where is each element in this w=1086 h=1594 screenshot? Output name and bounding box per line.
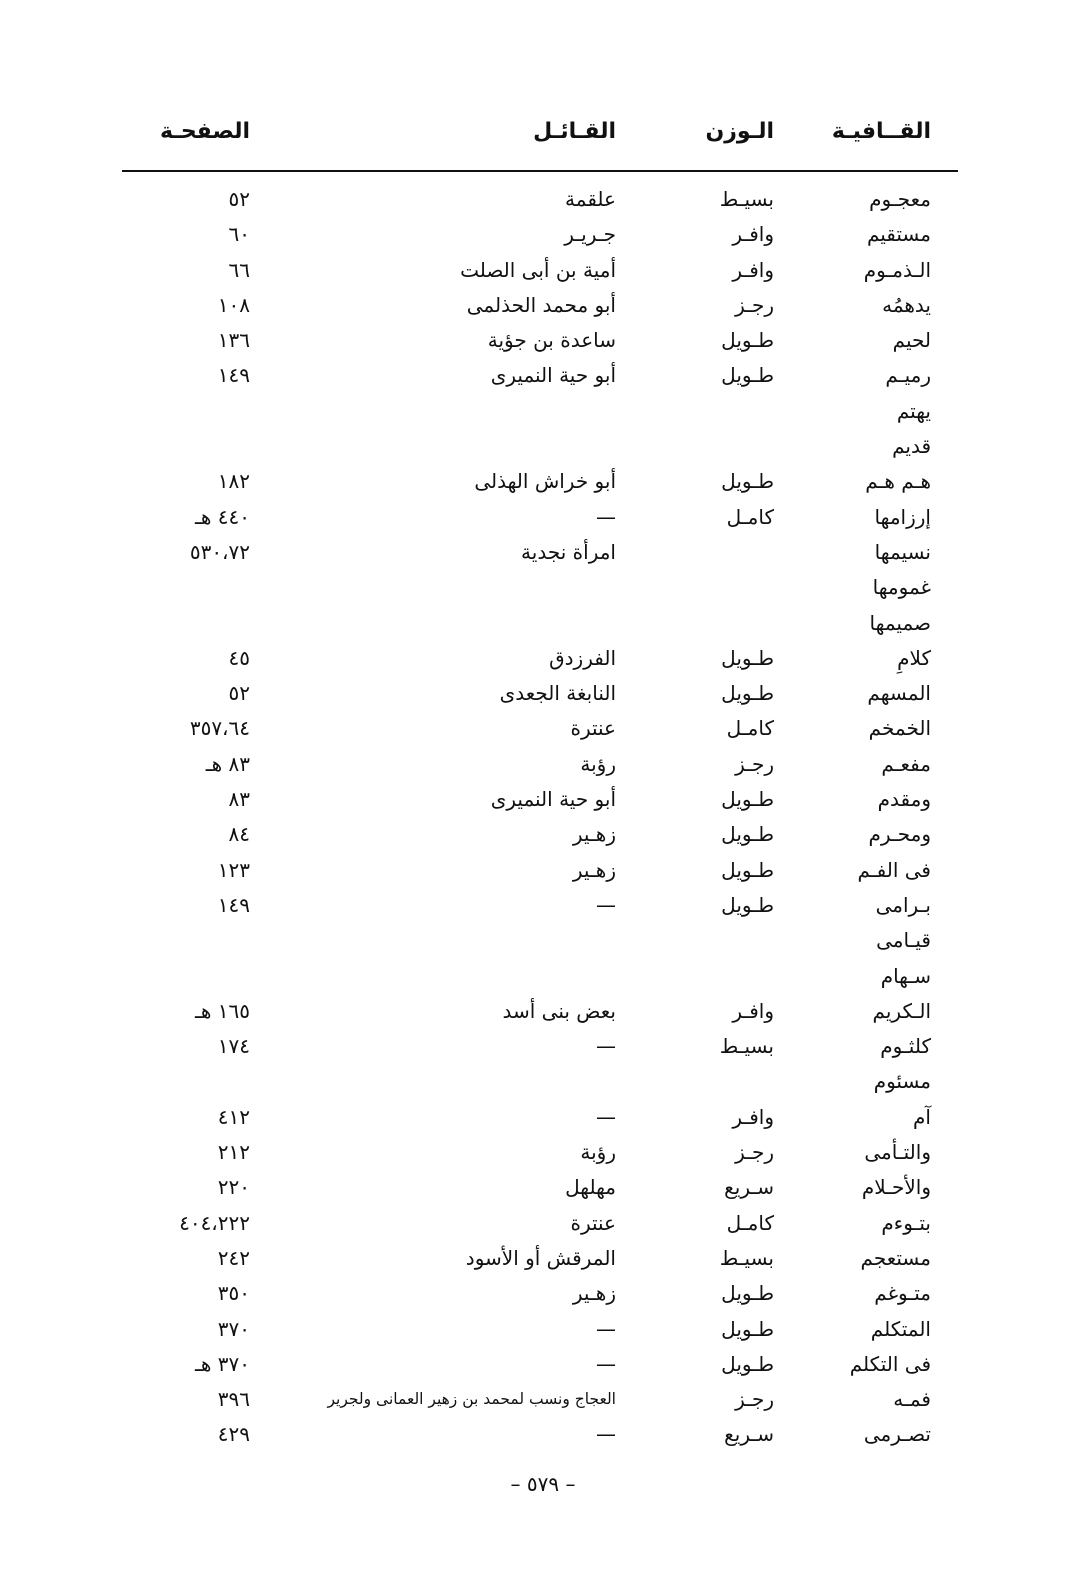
- cell-safha: ٣٥٠: [217, 1281, 250, 1306]
- cell-safha: ٢١٢: [217, 1140, 250, 1165]
- page-number: – ٥٧٩ –: [510, 1472, 576, 1496]
- cell-safha: ١٤٩: [217, 892, 250, 917]
- cell-wazn: رجـز: [735, 1387, 774, 1412]
- table-row: [0, 288, 1086, 323]
- table-row: [0, 358, 1086, 393]
- cell-wazn: طـويل: [721, 363, 774, 388]
- cell-qafia: صميمها: [869, 610, 931, 635]
- cell-qail: ساعدة بن جؤية: [487, 328, 616, 353]
- table-row: [0, 923, 1086, 958]
- cell-wazn: رجـز: [735, 751, 774, 776]
- cell-safha: ٨٣: [228, 787, 250, 812]
- table-row: [0, 464, 1086, 499]
- cell-wazn: كامـل: [726, 504, 774, 529]
- cell-qafia: والأحـلام: [861, 1175, 931, 1200]
- header-wazn: الـوزن: [705, 119, 774, 144]
- cell-safha: ٥٢: [228, 187, 250, 211]
- cell-safha: ٣٥٧،٦٤: [189, 716, 250, 741]
- table-row: [0, 1170, 1086, 1205]
- table-row: [0, 500, 1086, 535]
- cell-qafia: فمـه: [893, 1387, 931, 1412]
- cell-safha: ١٦٥ هـ: [195, 998, 250, 1023]
- cell-qafia: هـم هـم: [865, 469, 931, 494]
- cell-safha: ٣٧٠: [217, 1316, 250, 1341]
- cell-qafia: مستقيم: [866, 222, 931, 247]
- cell-qafia: لحيم: [892, 328, 931, 353]
- cell-wazn: طـويل: [721, 645, 774, 670]
- table-row: [0, 1029, 1086, 1064]
- cell-qafia: مسئوم: [873, 1069, 931, 1094]
- cell-qail: جـريـر: [564, 222, 616, 247]
- cell-wazn: وافـر: [732, 222, 774, 247]
- table-row: [0, 1417, 1086, 1452]
- cell-safha: ٤٠٤،٢٢٢: [179, 1210, 250, 1235]
- header-qafia: القــافيـة: [831, 119, 931, 144]
- cell-qafia: يهتم: [896, 398, 931, 423]
- cell-wazn: بسيـط: [719, 1034, 774, 1059]
- cell-wazn: طـويل: [721, 822, 774, 847]
- cell-qail: علقمة: [565, 187, 616, 211]
- table-row: [0, 1241, 1086, 1276]
- cell-qafia: قديم: [892, 434, 931, 459]
- cell-qafia: نسيمها: [874, 539, 931, 564]
- cell-safha: ١٤٩: [217, 363, 250, 388]
- table-row: [0, 606, 1086, 641]
- table-row: [0, 711, 1086, 746]
- table-row: [0, 888, 1086, 923]
- cell-qafia: المتكلم: [870, 1316, 931, 1341]
- cell-wazn: سـريع: [724, 1422, 774, 1447]
- table-row: [0, 253, 1086, 288]
- cell-safha: ٢٢٠: [217, 1175, 250, 1200]
- header-safha: الصفحـة: [159, 119, 250, 144]
- cell-qail: بعض بنى أسد: [502, 998, 616, 1023]
- cell-qafia: متـوغم: [874, 1281, 931, 1306]
- cell-safha: ١٣٦: [217, 328, 250, 353]
- cell-safha: ٦٦: [228, 257, 250, 282]
- cell-wazn: وافـر: [732, 257, 774, 282]
- cell-qail: —: [596, 1104, 616, 1129]
- cell-qail: أمية بن أبى الصلت: [460, 257, 616, 282]
- cell-wazn: رجـز: [735, 292, 774, 317]
- cell-wazn: وافـر: [732, 1104, 774, 1129]
- cell-qail: —: [596, 1422, 616, 1447]
- cell-qail: عنترة: [570, 716, 616, 741]
- cell-safha: ١٧٤: [217, 1034, 250, 1059]
- cell-wazn: طـويل: [721, 1351, 774, 1376]
- cell-safha: ٨٤: [228, 822, 250, 847]
- cell-qail: —: [596, 1316, 616, 1341]
- cell-safha: ٣٩٦: [217, 1387, 250, 1412]
- cell-qafia: والتـأمى: [864, 1140, 931, 1165]
- cell-qafia: إرزامها: [874, 504, 931, 529]
- table-row: [0, 1276, 1086, 1311]
- cell-qafia: ومقدم: [877, 787, 931, 812]
- table-row: [0, 217, 1086, 252]
- cell-safha: ٥٣٠،٧٢: [189, 539, 250, 564]
- cell-wazn: طـويل: [721, 328, 774, 353]
- cell-qail: —: [596, 892, 616, 917]
- cell-safha: ٤٥: [228, 645, 250, 670]
- table-row: [0, 429, 1086, 464]
- cell-qail: امرأة نجدية: [521, 539, 616, 564]
- cell-qafia: مفعـم: [881, 751, 931, 776]
- table-row: [0, 959, 1086, 994]
- cell-qafia: سـهام: [880, 963, 931, 988]
- table-row: [0, 641, 1086, 676]
- table-row: [0, 676, 1086, 711]
- cell-qafia: الخمخم: [868, 716, 931, 741]
- cell-qafia: كلثـوم: [880, 1034, 931, 1059]
- cell-safha: ٤١٢: [217, 1104, 250, 1129]
- cell-qafia: قيـامى: [876, 928, 931, 953]
- cell-safha: ٤٤٠ هـ: [195, 504, 250, 529]
- cell-safha: ١٢٣: [217, 857, 250, 882]
- cell-qafia: الـكريم: [872, 998, 931, 1023]
- cell-wazn: طـويل: [721, 857, 774, 882]
- cell-qail: زهـير: [572, 1281, 616, 1306]
- cell-wazn: طـويل: [721, 469, 774, 494]
- table-row: [0, 817, 1086, 852]
- cell-qafia: آم: [913, 1104, 931, 1129]
- cell-wazn: بسيـط: [719, 187, 774, 211]
- cell-safha: ٣٧٠ هـ: [195, 1351, 250, 1376]
- cell-qail: —: [596, 1351, 616, 1376]
- table-row: [0, 1135, 1086, 1170]
- cell-qail: الفرزدق: [549, 645, 616, 670]
- cell-wazn: كامـل: [726, 1210, 774, 1235]
- cell-wazn: سـريع: [724, 1175, 774, 1200]
- cell-qail: المرقش أو الأسود: [465, 1245, 616, 1270]
- table-row: [0, 994, 1086, 1029]
- table-row: [0, 1064, 1086, 1099]
- cell-safha: ٤٢٩: [217, 1422, 250, 1447]
- table-row: [0, 747, 1086, 782]
- table-row: [0, 394, 1086, 429]
- cell-wazn: كامـل: [726, 716, 774, 741]
- cell-qail: رؤبة: [580, 751, 616, 776]
- cell-safha: ٢٤٢: [217, 1245, 250, 1270]
- cell-qafia: مستعجم: [860, 1245, 931, 1270]
- cell-qafia: كلامِ: [897, 645, 931, 670]
- cell-safha: ٦٠: [228, 222, 250, 247]
- cell-qafia: رميـم: [885, 363, 931, 388]
- cell-qail: زهـير: [572, 822, 616, 847]
- cell-safha: ٨٣ هـ: [205, 751, 250, 776]
- cell-qail: أبو خراش الهذلى: [474, 469, 616, 494]
- cell-wazn: طـويل: [721, 787, 774, 812]
- cell-wazn: وافـر: [732, 998, 774, 1023]
- cell-qail: عنترة: [570, 1210, 616, 1235]
- cell-qail: العجاج ونسب لمحمد بن زهير العمانى ولجرير: [327, 1390, 616, 1409]
- cell-qafia: فى الفـم: [857, 857, 931, 882]
- cell-qafia: الـذمـوم: [863, 257, 931, 282]
- cell-qail: مهلهل: [565, 1175, 616, 1200]
- cell-wazn: بسيـط: [719, 1245, 774, 1270]
- table-row: [0, 323, 1086, 358]
- table-row: [0, 535, 1086, 570]
- table-row: [0, 782, 1086, 817]
- table-row: [0, 182, 1086, 217]
- table-row: [0, 570, 1086, 605]
- cell-safha: ١٠٨: [217, 292, 250, 317]
- cell-qail: أبو محمد الحذلمى: [466, 292, 616, 317]
- cell-qafia: بـرامى: [875, 892, 931, 917]
- cell-qail: رؤبة: [580, 1140, 616, 1165]
- header-qail: القـائـل: [533, 119, 616, 144]
- cell-qafia: المسهم: [867, 681, 931, 706]
- cell-wazn: طـويل: [721, 1281, 774, 1306]
- table-row: [0, 1100, 1086, 1135]
- cell-wazn: طـويل: [721, 1316, 774, 1341]
- cell-qail: أبو حية النميرى: [490, 787, 616, 812]
- table-row: [0, 1347, 1086, 1382]
- cell-qail: أبو حية النميرى: [490, 363, 616, 388]
- cell-qafia: معجـوم: [869, 187, 931, 211]
- table-row: [0, 1206, 1086, 1241]
- table-row: [0, 853, 1086, 888]
- cell-qafia: يدهمُه: [882, 292, 931, 317]
- cell-qafia: غمومها: [872, 575, 931, 600]
- table-row: [0, 1382, 1086, 1417]
- cell-wazn: رجـز: [735, 1140, 774, 1165]
- cell-qail: —: [596, 504, 616, 529]
- cell-qafia: ومحـرم: [868, 822, 931, 847]
- cell-safha: ٥٢: [228, 681, 250, 706]
- cell-wazn: طـويل: [721, 681, 774, 706]
- cell-qafia: فى التكلم: [849, 1351, 931, 1376]
- cell-wazn: طـويل: [721, 892, 774, 917]
- cell-qafia: تصـرمى: [863, 1422, 931, 1447]
- cell-qail: —: [596, 1034, 616, 1059]
- table-body: [0, 182, 1086, 1453]
- cell-qafia: بتـوءم: [881, 1210, 931, 1235]
- cell-qail: زهـير: [572, 857, 616, 882]
- header-divider: [122, 170, 958, 172]
- table-row: [0, 1312, 1086, 1347]
- cell-safha: ١٨٢: [217, 469, 250, 494]
- cell-qail: النابغة الجعدى: [499, 681, 616, 706]
